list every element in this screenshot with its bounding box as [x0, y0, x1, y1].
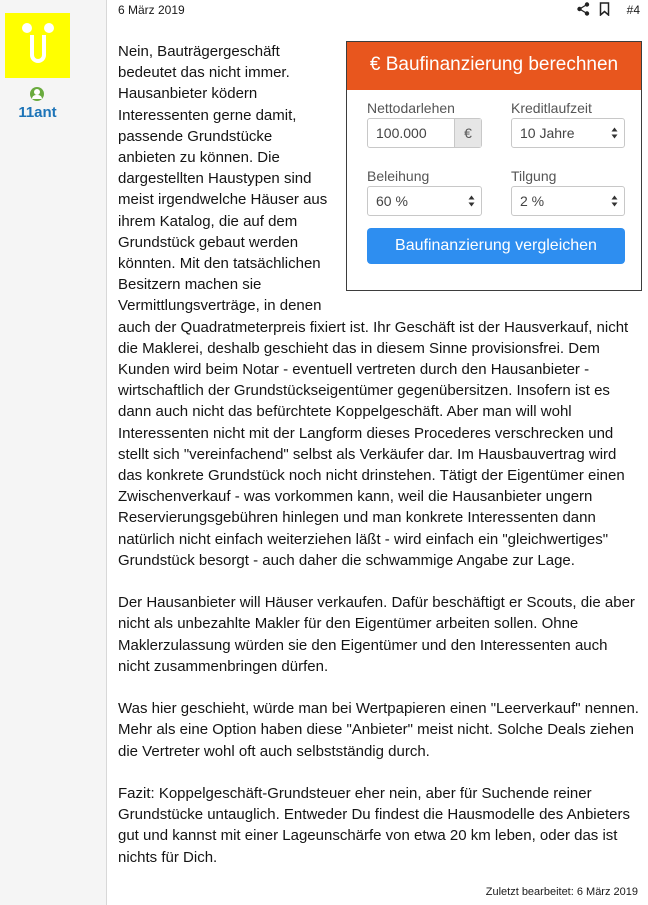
currency-unit: €: [454, 119, 481, 147]
repayment-label: Tilgung: [511, 168, 557, 184]
author-sidebar: [0, 0, 107, 905]
post-paragraph: Was hier geschieht, würde man bei Wertpapieren einen "Leerverkauf" nennen. Mehr als eine Option haben diese "Anbieter" meist nicht. Solche Deals ziehen die Vertreter wohl oft auch selbstständig durch.: [118, 700, 639, 760]
avatar-dot-left: [22, 23, 32, 33]
last-edited-note: Zuletzt bearbeitet: 6 März 2019: [485, 886, 638, 898]
post-body: [118, 41, 642, 889]
term-value: 10 Jahre: [520, 125, 575, 141]
post-header: [118, 1, 640, 19]
term-label: Kreditlaufzeit: [511, 100, 592, 116]
post-paragraph: Der Hausanbieter will Häuser verkaufen. Dafür beschäftigt er Scouts, die aber nicht als unbezahlte Makler für den Eigentümer arbeiten sollen. Ohne Maklerzulassung würden sie den Eigentümer und den Interessenten auch nicht zusammenbringen dürfen.: [118, 594, 635, 675]
repayment-select[interactable]: [511, 186, 625, 216]
post-date[interactable]: 6 März 2019: [118, 3, 185, 17]
loan-amount-value: 100.000: [376, 125, 427, 141]
avatar-stem: [30, 35, 46, 63]
term-select[interactable]: [511, 118, 625, 148]
select-arrows-icon: [611, 194, 618, 208]
financing-widget: [346, 41, 642, 291]
repayment-value: 2 %: [520, 193, 545, 209]
username-link[interactable]: 11ant: [18, 104, 57, 121]
avatar-dot-right: [44, 23, 54, 33]
ltv-select[interactable]: [367, 186, 482, 216]
ltv-value: 60 %: [376, 193, 408, 209]
compare-financing-button[interactable]: Baufinanzierung vergleichen: [367, 228, 625, 264]
online-status-icon: [30, 87, 44, 101]
bookmark-icon[interactable]: [599, 2, 610, 16]
select-arrows-icon: [468, 194, 475, 208]
post-paragraph: Nein, Bauträgergeschäft bedeutet das nicht immer. Hausanbieter ködern Interessenten gerne damit, passende Grundstücke anbieten zu können. Die dargestellten Haustypen sind meist irgendwelche Häuser aus ihrem Katalog, die auf dem Grundstück gebaut werden könnten. Mit den tatsächlichen Besitzern machen sie Vermittlungsverträge, in denen auch der Quadratmeterpreis fixiert ist. Ihr Geschäft ist der Hausverkauf, nicht die Maklerei, deshalb geschieht das in diesem Sinne provisionsfrei. Dem Kunden wird beim Notar - eventuell vertreten durch den Hausanbieter - wirtschaftlich der Grundstückseigentümer gegenübersitzen. Insofern ist es dann auch nicht das befürchtete Koppelgeschäft. Aber man will wohl Interessenten nicht mit der Langform dieses Procederes verschrecken und stellt sich "vereinfachend" selbst als Verkäufer dar. Im Hausbauvertrag wird das konkrete Grundstück noch nicht drinstehen. Tätigt der Eigentümer einen Zwischenverkauf - was vorkommen kann, weil die Hausanbieter ungern Reservierungsgebühren hinlegen und man konkrete Interessenten dann natürlich nicht einfach weiterziehen läßt - wird einfach ein "gleichwertiges" Grundstück besorgt - auch daher die schwammige Angabe zur Lage.: [118, 43, 629, 569]
post-paragraph: Fazit: Koppelgeschäft-Grundsteuer eher nein, aber für Suchende reiner Grundstücke untauglich. Entweder Du findest die Hausmodelle des Anbieters gut und kannst mit einer Lageunschärfe von etwa 20 km leben, oder das ist nichts für Dich.: [118, 785, 630, 866]
ltv-label: Beleihung: [367, 168, 430, 184]
loan-amount-field[interactable]: [367, 118, 482, 148]
select-arrows-icon: [611, 126, 618, 140]
loan-label: Nettodarlehen: [367, 100, 455, 116]
share-icon[interactable]: [577, 2, 590, 16]
avatar[interactable]: [5, 13, 70, 78]
post-number-link[interactable]: #4: [626, 3, 640, 17]
widget-title: € Baufinanzierung berechnen: [347, 42, 641, 90]
